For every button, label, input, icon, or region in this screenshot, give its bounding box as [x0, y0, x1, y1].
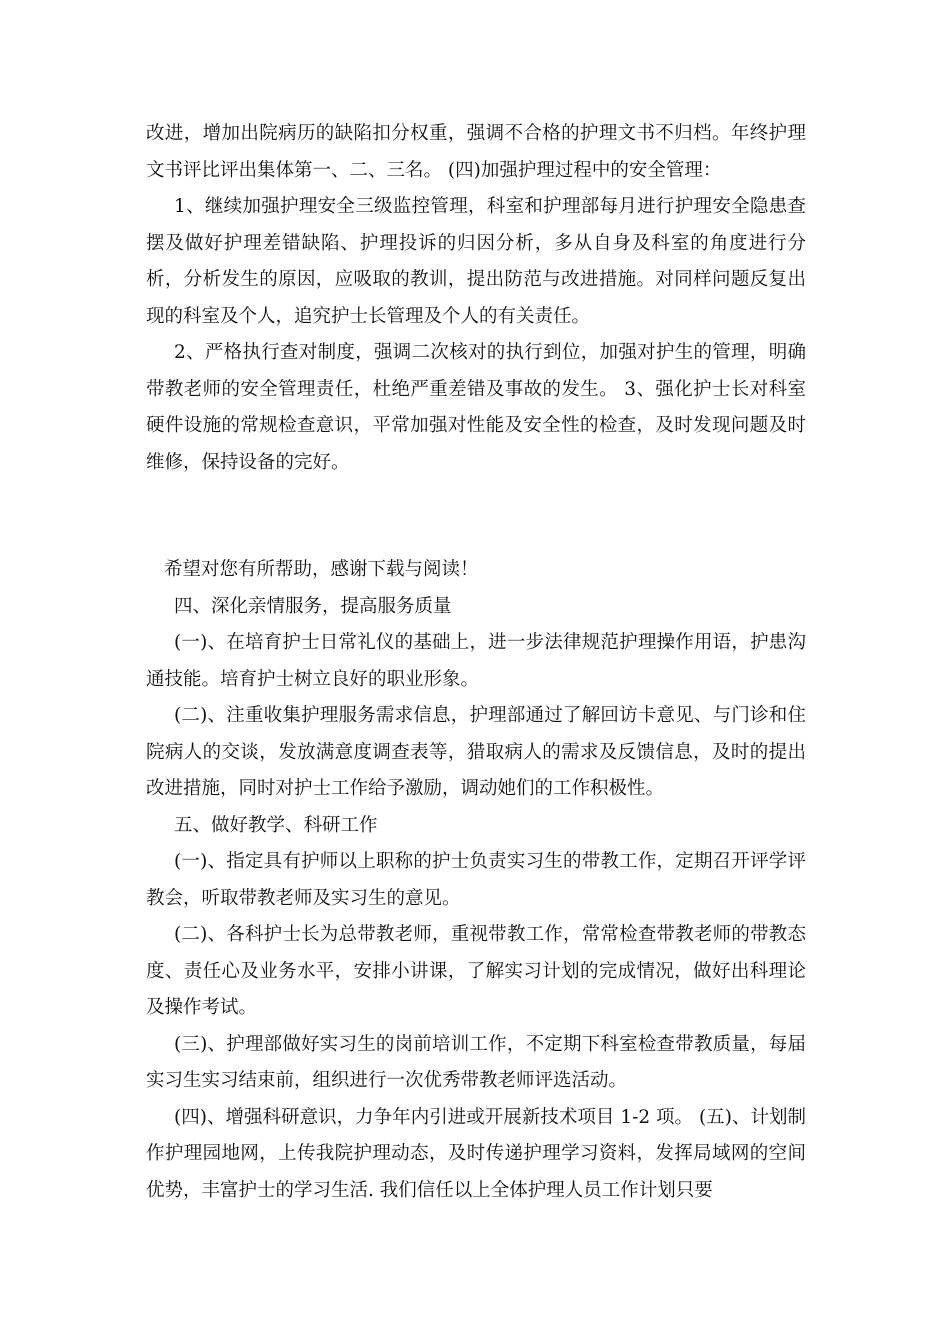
- paragraph: 2、严格执行查对制度，强调二次核对的执行到位，加强对护生的管理，明确带教老师的安全管理责任，杜绝严重差错及事故的发生。 3、强化护士长对科室硬件设施的常规检查意识，平常加强对性能及安全性的检查，及时发现问题及时维修，保持设备的完好。: [146, 342, 806, 473]
- paragraph: (四)、增强科研意识，力争年内引进或开展新技术项目 1-2 项。 (五)、计划制作护理园地网，上传我院护理动态，及时传递护理学习资料，发挥局域网的空间优势，丰富护士的学习生活. 我们信任以上全体护理人员工作计划只要: [146, 1106, 806, 1201]
- paragraph: 1、继续加强护理安全三级监控管理，科室和护理部每月进行护理安全隐患查摆及做好护理差错缺陷、护理投诉的归因分析，多从自身及科室的角度进行分析，分析发生的原因，应吸取的教训，提出防范与改进措施。对同样问题反复出现的科室及个人，追究护士长管理及个人的有关责任。: [146, 196, 806, 327]
- paragraph: (一)、在培育护士日常礼仪的基础上，进一步法律规范护理操作用语，护患沟通技能。培育护士树立良好的职业形象。: [146, 632, 806, 690]
- heading: 四、深化亲情服务，提高服务质量: [174, 595, 452, 617]
- paragraph: (二)、各科护士长为总带教老师，重视带教工作，常常检查带教老师的带教态度、责任心及业务水平，安排小讲课，了解实习计划的完成情况，做好出科理论及操作考试。: [146, 924, 806, 1018]
- paragraph: (三)、护理部做好实习生的岗前培训工作，不定期下科室检查带教质量，每届实习生实习结束前，组织进行一次优秀带教老师评选活动。: [146, 1033, 806, 1091]
- heading: 五、做好教学、科研工作: [174, 814, 378, 836]
- section-one: [146, 116, 806, 481]
- paragraph: (一)、指定具有护师以上职称的护士负责实习生的带教工作，定期召开评学评教会，听取带教老师及实习生的意见。: [146, 851, 806, 909]
- paragraph: (二)、注重收集护理服务需求信息，护理部通过了解回访卡意见、与门诊和住院病人的交谈，发放满意度调查表等，猎取病人的需求及反馈信息，及时的提出改进措施，同时对护士工作给予激励，调动她们的工作积极性。: [146, 705, 806, 799]
- paragraph: 改进，增加出院病历的缺陷扣分权重，强调不合格的护理文书不归档。年终护理文书评比评出集体第一、二、三名。 (四)加强护理过程中的安全管理：: [146, 123, 806, 181]
- section-two: [146, 552, 806, 1209]
- closing-note: 希望对您有所帮助，感谢下载与阅读！: [164, 559, 479, 580]
